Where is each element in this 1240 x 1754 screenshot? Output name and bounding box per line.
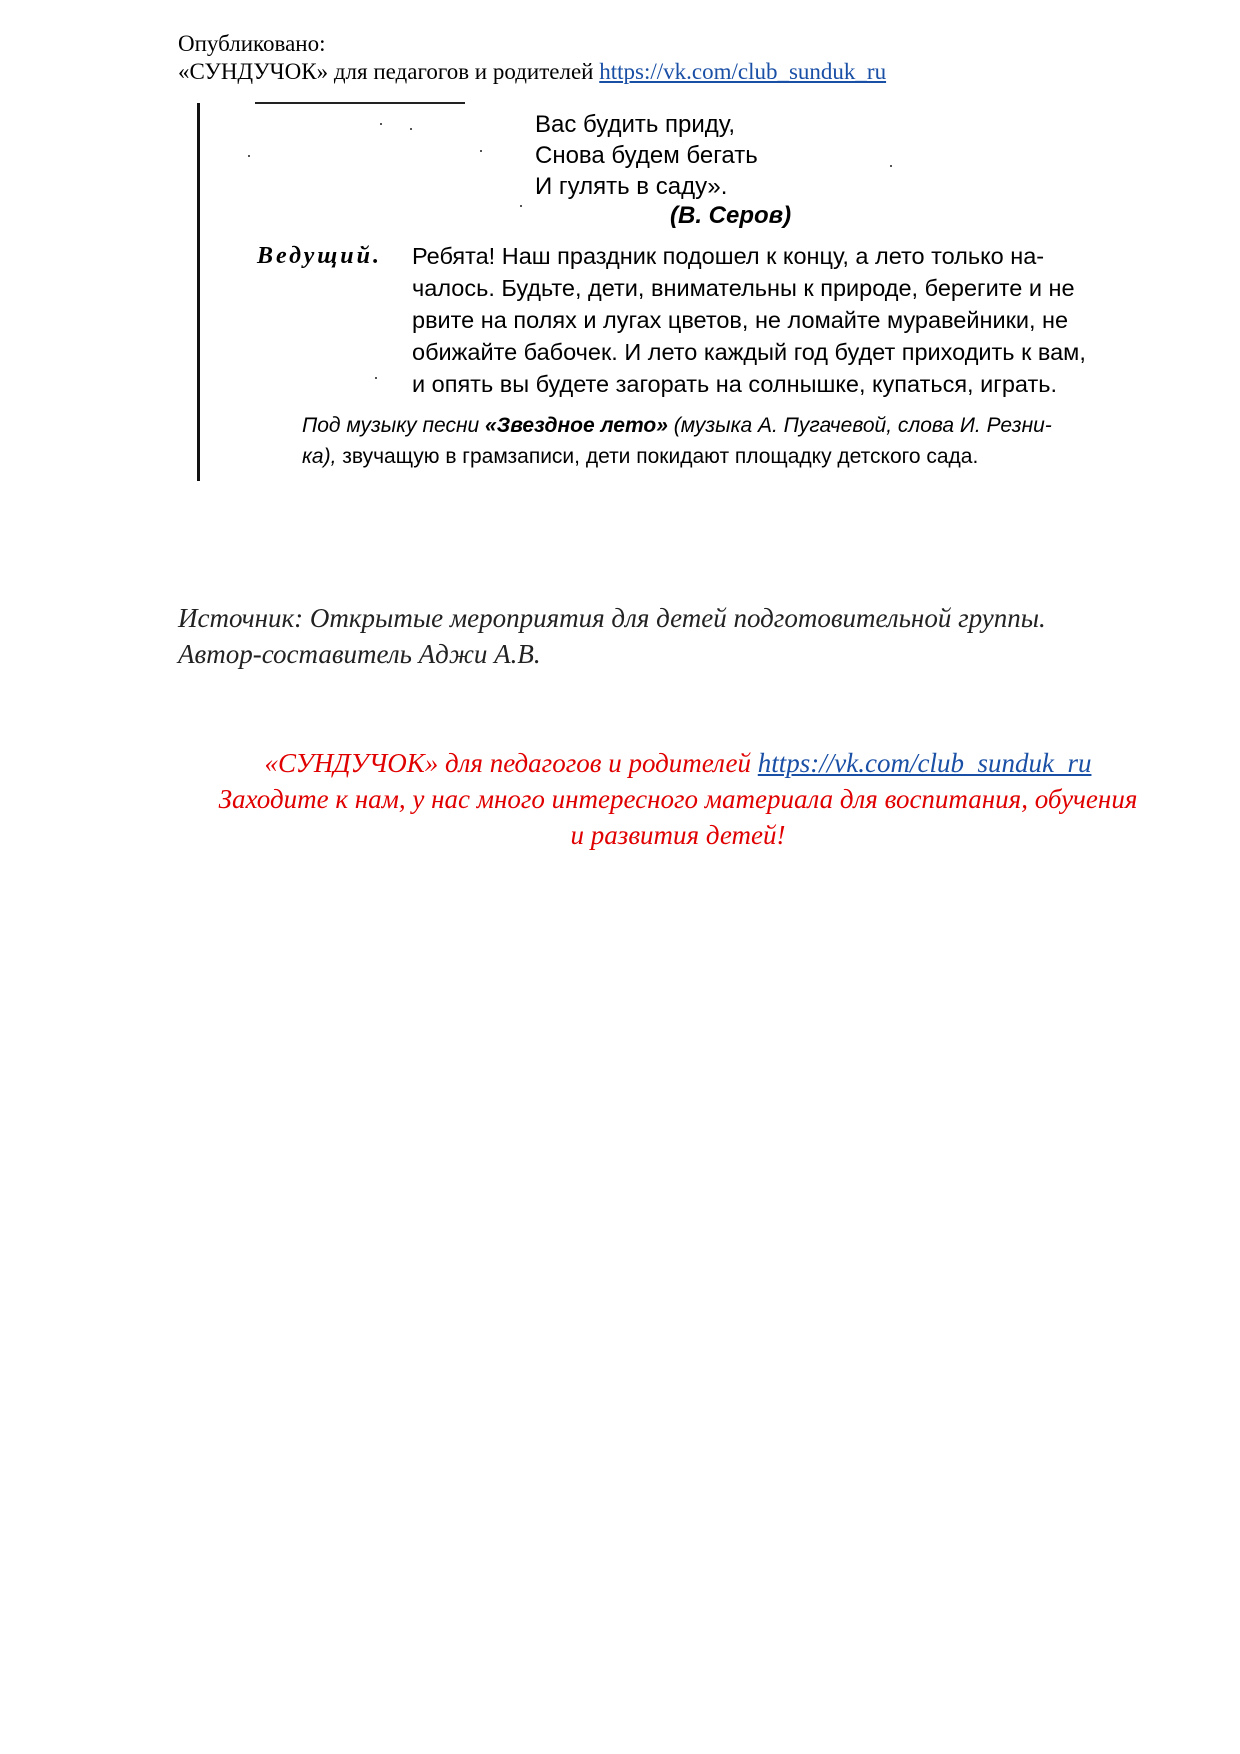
stage-rest: звучащую в грамзаписи, дети покидают площадку детского сада.: [336, 445, 979, 468]
promo-invite-line-end: и развития детей!: [570, 820, 786, 850]
club-link[interactable]: https://vk.com/club_sunduk_ru: [599, 59, 887, 84]
club-name: «СУНДУЧОК» для педагогов и родителей: [178, 59, 594, 84]
scan-speck: [520, 205, 522, 207]
scan-top-line: [255, 102, 465, 104]
promo-block: [178, 745, 1178, 853]
poem-author: (В. Серов): [670, 202, 792, 229]
promo-club-name: «СУНДУЧОК» для педагогов и родителей: [264, 748, 752, 778]
promo-invite-line: Заходите к нам, у нас много интересного материала для воспитания, обучения: [218, 784, 1138, 814]
speaker-label: Ведущий.: [257, 243, 382, 269]
speech-line: обижайте бабочек. И лето каждый год будет приходить к вам,: [412, 339, 1086, 365]
publication-header: [178, 30, 886, 86]
poem-line: И гулять в саду».: [535, 173, 728, 200]
source-citation: [178, 600, 1046, 672]
speech-line: и опять вы будете загорать на солнышке, купаться, играть.: [412, 371, 1057, 397]
stage-intro: Под музыку песни: [302, 414, 486, 437]
speaker-text: [412, 240, 1130, 400]
promo-club-line: [178, 745, 1178, 781]
stage-line-1: [302, 410, 1130, 441]
speech-line: рвите на полях и лугах цветов, не ломайте муравейники, не: [412, 307, 1069, 333]
scan-speck: [890, 165, 892, 167]
stage-line-2: [302, 441, 1130, 472]
promo-link[interactable]: https://vk.com/club_sunduk_ru: [757, 748, 1092, 778]
poem-stanza: [535, 109, 791, 230]
speech-line: Ребята! Наш праздник подошел к концу, а лето только на-: [412, 243, 1045, 269]
scan-speck: [480, 150, 482, 152]
scanned-page-fragment: [190, 95, 1150, 485]
scan-speck: [380, 123, 382, 125]
scan-speck: [248, 155, 250, 157]
poem-line: Снова будем бегать: [535, 142, 758, 169]
source-line: Источник: Открытые мероприятия для детей подготовительной группы.: [178, 603, 1046, 633]
author-line: Автор-составитель Аджи А.В.: [178, 639, 541, 669]
speech-line: чалось. Будьте, дети, внимательны к природе, берегите и не: [412, 275, 1075, 301]
song-credits: (музыка А. Пугачевой, слова И. Резни-: [667, 414, 1052, 437]
song-credits-end: ка),: [302, 445, 337, 468]
scan-speck: [410, 128, 412, 130]
poem-line: Вас будить приду,: [535, 111, 736, 138]
song-title: «Звездное лето»: [485, 414, 668, 437]
stage-direction: [302, 410, 1130, 472]
club-line: [178, 58, 886, 86]
scan-margin-line: [197, 103, 200, 481]
scan-speck: [375, 377, 377, 379]
published-label: Опубликовано:: [178, 31, 326, 56]
